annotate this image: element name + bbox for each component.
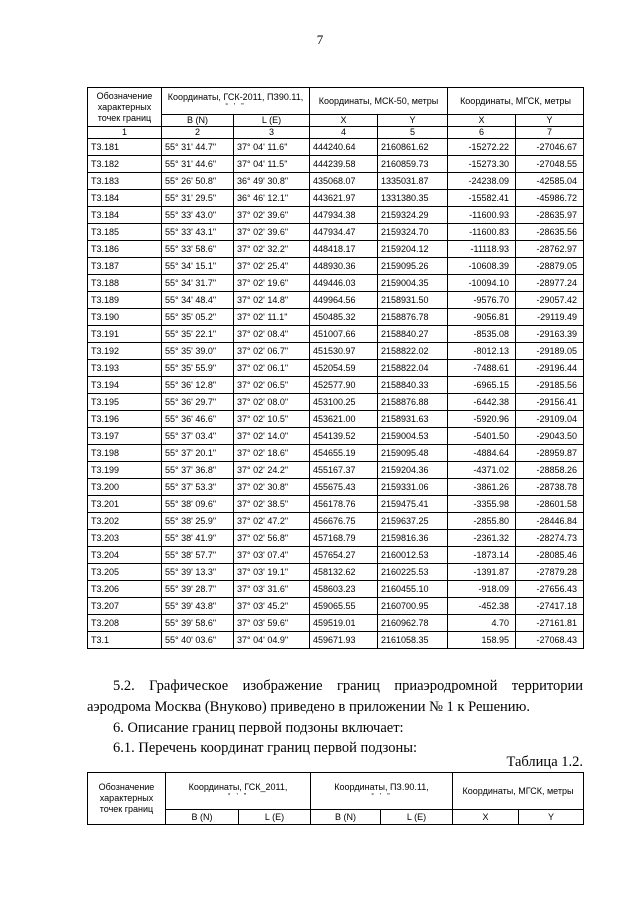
msk-y-cell: 2159204.36: [378, 462, 448, 479]
msk-y-cell: 2158840.33: [378, 377, 448, 394]
point-id-cell: Т3.186: [88, 241, 162, 258]
mgsk-y-cell: -28635.56: [516, 224, 584, 241]
column-number: 2: [162, 127, 234, 139]
longitude-cell: 37° 02' 19.6": [234, 275, 310, 292]
header-gsk-label: Координаты, ГСК-2011, ПЗ90.11,: [167, 92, 304, 102]
point-id-cell: Т3.208: [88, 615, 162, 632]
longitude-cell: 37° 03' 07.4": [234, 547, 310, 564]
mgsk-y-cell: -29156.41: [516, 394, 584, 411]
table-row: [88, 292, 584, 309]
header-col-y-msk: Y: [378, 115, 448, 127]
longitude-cell: 37° 02' 38.5": [234, 496, 310, 513]
table-row: [88, 190, 584, 207]
header-gsk-label: Координаты, ГСК_2011,: [188, 782, 288, 792]
table-row: [88, 394, 584, 411]
column-number: 4: [310, 127, 378, 139]
mgsk-x-cell: -1391.87: [448, 564, 516, 581]
mgsk-x-cell: -1873.14: [448, 547, 516, 564]
mgsk-x-cell: -5920.96: [448, 411, 516, 428]
mgsk-y-cell: -28738.78: [516, 479, 584, 496]
msk-y-cell: 2158822.02: [378, 343, 448, 360]
latitude-cell: 55° 38' 57.7": [162, 547, 234, 564]
point-id-cell: Т3.188: [88, 275, 162, 292]
table-row: [88, 530, 584, 547]
msk-x-cell: 449964.56: [310, 292, 378, 309]
point-id-cell: Т3.187: [88, 258, 162, 275]
longitude-cell: 37° 02' 11.1": [234, 309, 310, 326]
table-caption: Таблица 1.2.: [506, 754, 583, 770]
point-id-cell: Т3.181: [88, 139, 162, 156]
msk-y-cell: 2159324.70: [378, 224, 448, 241]
table-row: [88, 173, 584, 190]
paragraph-5-2-line-1: 5.2. Графическое изображение границ приаэродромной территории: [113, 678, 583, 694]
msk-x-cell: 454655.19: [310, 445, 378, 462]
table-row: [88, 496, 584, 513]
mgsk-y-cell: -29196.44: [516, 360, 584, 377]
latitude-cell: 55° 38' 41.9": [162, 530, 234, 547]
mgsk-y-cell: -28601.58: [516, 496, 584, 513]
mgsk-y-cell: -28446.84: [516, 513, 584, 530]
longitude-cell: 37° 04' 11.5": [234, 156, 310, 173]
mgsk-x-cell: 158.95: [448, 632, 516, 649]
table-row: [88, 598, 584, 615]
mgsk-y-cell: -27879.28: [516, 564, 584, 581]
longitude-cell: 37° 02' 24.2": [234, 462, 310, 479]
longitude-cell: 37° 02' 56.8": [234, 530, 310, 547]
msk-x-cell: 457654.27: [310, 547, 378, 564]
msk-y-cell: 2159816.36: [378, 530, 448, 547]
mgsk-x-cell: -3861.26: [448, 479, 516, 496]
msk-y-cell: 2159004.35: [378, 275, 448, 292]
header-designation: Обозначение характерных точек границ: [88, 773, 166, 825]
mgsk-y-cell: -29189.05: [516, 343, 584, 360]
msk-y-cell: 1331380.35: [378, 190, 448, 207]
latitude-cell: 55° 31' 29.5": [162, 190, 234, 207]
msk-x-cell: 454139.52: [310, 428, 378, 445]
mgsk-y-cell: -45986.72: [516, 190, 584, 207]
longitude-cell: 37° 04' 04.9": [234, 632, 310, 649]
mgsk-y-cell: -27048.55: [516, 156, 584, 173]
mgsk-x-cell: -11600.93: [448, 207, 516, 224]
msk-x-cell: 455167.37: [310, 462, 378, 479]
mgsk-y-cell: -28085.46: [516, 547, 584, 564]
latitude-cell: 55° 31' 44.6": [162, 156, 234, 173]
mgsk-x-cell: -918.09: [448, 581, 516, 598]
table-row: [88, 207, 584, 224]
msk-y-cell: 2158876.78: [378, 309, 448, 326]
latitude-cell: 55° 34' 31.7": [162, 275, 234, 292]
longitude-cell: 37° 02' 08.4": [234, 326, 310, 343]
longitude-cell: 37° 02' 25.4": [234, 258, 310, 275]
table-row: [88, 479, 584, 496]
longitude-cell: 37° 03' 59.6": [234, 615, 310, 632]
point-id-cell: Т3.184: [88, 190, 162, 207]
header-gsk: [162, 88, 310, 115]
msk-x-cell: 456676.75: [310, 513, 378, 530]
latitude-cell: 55° 37' 20.1": [162, 445, 234, 462]
msk-y-cell: 2159324.29: [378, 207, 448, 224]
longitude-cell: 37° 02' 14.8": [234, 292, 310, 309]
msk-x-cell: 458603.23: [310, 581, 378, 598]
longitude-cell: 37° 02' 47.2": [234, 513, 310, 530]
table-row: [88, 360, 584, 377]
longitude-cell: 37° 04' 11.6": [234, 139, 310, 156]
msk-x-cell: 453100.25: [310, 394, 378, 411]
msk-x-cell: 455675.43: [310, 479, 378, 496]
latitude-cell: 55° 39' 58.6": [162, 615, 234, 632]
coordinates-table-body: [88, 139, 584, 649]
msk-y-cell: 2159004.53: [378, 428, 448, 445]
msk-y-cell: 2158876.88: [378, 394, 448, 411]
msk-x-cell: 435068.07: [310, 173, 378, 190]
point-id-cell: Т3.197: [88, 428, 162, 445]
header-col-x-msk: X: [310, 115, 378, 127]
latitude-cell: 55° 37' 36.8": [162, 462, 234, 479]
longitude-cell: 37° 02' 18.6": [234, 445, 310, 462]
msk-x-cell: 457168.79: [310, 530, 378, 547]
header-col-x-mgsk: X: [448, 115, 516, 127]
table-row: [88, 258, 584, 275]
mgsk-x-cell: -6442.38: [448, 394, 516, 411]
latitude-cell: 55° 39' 28.7": [162, 581, 234, 598]
mgsk-x-cell: -24238.09: [448, 173, 516, 190]
longitude-cell: 37° 03' 45.2": [234, 598, 310, 615]
mgsk-y-cell: -28858.26: [516, 462, 584, 479]
column-number: 7: [516, 127, 584, 139]
latitude-cell: 55° 33' 43.0": [162, 207, 234, 224]
point-id-cell: Т3.207: [88, 598, 162, 615]
mgsk-x-cell: -7488.61: [448, 360, 516, 377]
mgsk-y-cell: -29109.04: [516, 411, 584, 428]
header-gsk-unit: ° ' ": [225, 103, 246, 110]
paragraph-6: 6. Описание границ первой подзоны включает:: [113, 720, 404, 736]
table-row: [88, 632, 584, 649]
header-col-b-gsk: B (N): [166, 810, 239, 825]
point-id-cell: Т3.195: [88, 394, 162, 411]
longitude-cell: 37° 02' 39.6": [234, 207, 310, 224]
mgsk-x-cell: -4884.64: [448, 445, 516, 462]
point-id-cell: Т3.203: [88, 530, 162, 547]
header-mgsk: Координаты, МГСК, метры: [453, 773, 584, 810]
column-number: 3: [234, 127, 310, 139]
latitude-cell: 55° 40' 03.6": [162, 632, 234, 649]
latitude-cell: 55° 34' 15.1": [162, 258, 234, 275]
table-row: [88, 224, 584, 241]
msk-x-cell: 449446.03: [310, 275, 378, 292]
latitude-cell: 55° 35' 55.9": [162, 360, 234, 377]
longitude-cell: 37° 02' 06.5": [234, 377, 310, 394]
column-number: 5: [378, 127, 448, 139]
page-number: 7: [316, 32, 324, 47]
longitude-cell: 37° 02' 06.7": [234, 343, 310, 360]
mgsk-y-cell: -27161.81: [516, 615, 584, 632]
msk-x-cell: 450485.32: [310, 309, 378, 326]
point-id-cell: Т3.190: [88, 309, 162, 326]
coordinates-table-2: [87, 772, 584, 825]
msk-x-cell: 447934.47: [310, 224, 378, 241]
msk-y-cell: 2159095.26: [378, 258, 448, 275]
mgsk-y-cell: -28635.97: [516, 207, 584, 224]
longitude-cell: 37° 02' 14.0": [234, 428, 310, 445]
mgsk-x-cell: -8012.13: [448, 343, 516, 360]
point-id-cell: Т3.199: [88, 462, 162, 479]
header-col-l: L (E): [234, 115, 310, 127]
mgsk-y-cell: -28879.05: [516, 258, 584, 275]
table-row: [88, 377, 584, 394]
latitude-cell: 55° 38' 25.9": [162, 513, 234, 530]
point-id-cell: Т3.1: [88, 632, 162, 649]
mgsk-y-cell: -28274.73: [516, 530, 584, 547]
mgsk-y-cell: -42585.04: [516, 173, 584, 190]
msk-y-cell: 1335031.87: [378, 173, 448, 190]
mgsk-x-cell: -11118.93: [448, 241, 516, 258]
point-id-cell: Т3.185: [88, 224, 162, 241]
latitude-cell: 55° 33' 58.6": [162, 241, 234, 258]
header-pz-label: Координаты, ПЗ.90.11,: [334, 782, 429, 792]
point-id-cell: Т3.194: [88, 377, 162, 394]
msk-x-cell: 453621.00: [310, 411, 378, 428]
mgsk-x-cell: -5401.50: [448, 428, 516, 445]
point-id-cell: Т3.184: [88, 207, 162, 224]
msk-x-cell: 448418.17: [310, 241, 378, 258]
mgsk-y-cell: -29163.39: [516, 326, 584, 343]
mgsk-x-cell: -3355.98: [448, 496, 516, 513]
msk-x-cell: 443621.97: [310, 190, 378, 207]
mgsk-y-cell: -27068.43: [516, 632, 584, 649]
msk-y-cell: 2158931.50: [378, 292, 448, 309]
latitude-cell: 55° 26' 50.8": [162, 173, 234, 190]
mgsk-x-cell: -2855.80: [448, 513, 516, 530]
point-id-cell: Т3.205: [88, 564, 162, 581]
table-row: [88, 156, 584, 173]
msk-x-cell: 456178.76: [310, 496, 378, 513]
point-id-cell: Т3.204: [88, 547, 162, 564]
mgsk-x-cell: -6965.15: [448, 377, 516, 394]
longitude-cell: 37° 03' 31.6": [234, 581, 310, 598]
column-number: 6: [448, 127, 516, 139]
msk-y-cell: 2158840.27: [378, 326, 448, 343]
msk-y-cell: 2159331.06: [378, 479, 448, 496]
mgsk-x-cell: -4371.02: [448, 462, 516, 479]
point-id-cell: Т3.206: [88, 581, 162, 598]
point-id-cell: Т3.189: [88, 292, 162, 309]
header-pz: [311, 773, 453, 810]
mgsk-x-cell: -11600.83: [448, 224, 516, 241]
msk-x-cell: 444240.64: [310, 139, 378, 156]
mgsk-x-cell: -10094.10: [448, 275, 516, 292]
table-row: [88, 513, 584, 530]
header-mgsk: Координаты, МГСК, метры: [448, 88, 584, 115]
latitude-cell: 55° 39' 13.3": [162, 564, 234, 581]
table-row: [88, 343, 584, 360]
table-row: [88, 462, 584, 479]
latitude-cell: 55° 36' 29.7": [162, 394, 234, 411]
msk-x-cell: 459671.93: [310, 632, 378, 649]
longitude-cell: 37° 02' 39.6": [234, 224, 310, 241]
header-col-y-mgsk: Y: [516, 115, 584, 127]
table-row: [88, 445, 584, 462]
header-col-l-gsk: L (E): [239, 810, 311, 825]
msk-x-cell: 451530.97: [310, 343, 378, 360]
table-row: [88, 428, 584, 445]
mgsk-y-cell: -27656.43: [516, 581, 584, 598]
mgsk-y-cell: -29119.49: [516, 309, 584, 326]
header-gsk: [166, 773, 311, 810]
msk-y-cell: 2160455.10: [378, 581, 448, 598]
msk-x-cell: 459065.55: [310, 598, 378, 615]
point-id-cell: Т3.193: [88, 360, 162, 377]
table-row: [88, 581, 584, 598]
msk-x-cell: 448930.36: [310, 258, 378, 275]
point-id-cell: Т3.200: [88, 479, 162, 496]
msk-x-cell: 458132.62: [310, 564, 378, 581]
latitude-cell: 55° 36' 46.6": [162, 411, 234, 428]
header-designation: Обозначение характерных точек границ: [88, 88, 162, 127]
table-row: [88, 326, 584, 343]
latitude-cell: 55° 37' 53.3": [162, 479, 234, 496]
longitude-cell: 37° 02' 32.2": [234, 241, 310, 258]
msk-y-cell: 2160859.73: [378, 156, 448, 173]
header-col-x-mgsk: X: [453, 810, 519, 825]
mgsk-y-cell: -29057.42: [516, 292, 584, 309]
mgsk-y-cell: -27417.18: [516, 598, 584, 615]
longitude-cell: 37° 02' 10.5": [234, 411, 310, 428]
mgsk-y-cell: -29043.50: [516, 428, 584, 445]
msk-y-cell: 2160012.53: [378, 547, 448, 564]
mgsk-y-cell: -28977.24: [516, 275, 584, 292]
latitude-cell: 55° 35' 39.0": [162, 343, 234, 360]
header-col-l-pz: L (E): [381, 810, 453, 825]
msk-y-cell: 2159204.12: [378, 241, 448, 258]
latitude-cell: 55° 39' 43.8": [162, 598, 234, 615]
mgsk-x-cell: -15272.22: [448, 139, 516, 156]
mgsk-x-cell: -15273.30: [448, 156, 516, 173]
msk-y-cell: 2160700.95: [378, 598, 448, 615]
msk-x-cell: 447934.38: [310, 207, 378, 224]
point-id-cell: Т3.196: [88, 411, 162, 428]
point-id-cell: Т3.183: [88, 173, 162, 190]
mgsk-x-cell: -9576.70: [448, 292, 516, 309]
header-col-b-pz: B (N): [311, 810, 381, 825]
longitude-cell: 37° 02' 30.8": [234, 479, 310, 496]
mgsk-x-cell: -8535.08: [448, 326, 516, 343]
longitude-cell: 37° 03' 19.1": [234, 564, 310, 581]
latitude-cell: 55° 35' 05.2": [162, 309, 234, 326]
table-row: [88, 275, 584, 292]
table-row: [88, 547, 584, 564]
table-row: [88, 139, 584, 156]
point-id-cell: Т3.202: [88, 513, 162, 530]
msk-y-cell: 2159475.41: [378, 496, 448, 513]
point-id-cell: Т3.198: [88, 445, 162, 462]
mgsk-x-cell: -10608.39: [448, 258, 516, 275]
header-col-y-mgsk: Y: [519, 810, 584, 825]
msk-x-cell: 459519.01: [310, 615, 378, 632]
mgsk-y-cell: -29185.56: [516, 377, 584, 394]
msk-y-cell: 2158931.63: [378, 411, 448, 428]
msk-y-cell: 2159095.48: [378, 445, 448, 462]
header-msk: Координаты, МСК-50, метры: [310, 88, 448, 115]
msk-y-cell: 2160225.53: [378, 564, 448, 581]
msk-y-cell: 2159637.25: [378, 513, 448, 530]
mgsk-x-cell: -9056.81: [448, 309, 516, 326]
msk-y-cell: 2160962.78: [378, 615, 448, 632]
point-id-cell: Т3.192: [88, 343, 162, 360]
msk-x-cell: 451007.66: [310, 326, 378, 343]
latitude-cell: 55° 37' 03.4": [162, 428, 234, 445]
paragraph-6-1: 6.1. Перечень координат границ первой подзоны:: [113, 740, 418, 756]
latitude-cell: 55° 35' 22.1": [162, 326, 234, 343]
latitude-cell: 55° 34' 48.4": [162, 292, 234, 309]
latitude-cell: 55° 36' 12.8": [162, 377, 234, 394]
msk-x-cell: 452054.59: [310, 360, 378, 377]
point-id-cell: Т3.201: [88, 496, 162, 513]
point-id-cell: Т3.191: [88, 326, 162, 343]
longitude-cell: 37° 02' 08.0": [234, 394, 310, 411]
mgsk-x-cell: -2361.32: [448, 530, 516, 547]
table-row: [88, 241, 584, 258]
longitude-cell: 37° 02' 06.1": [234, 360, 310, 377]
table-row: [88, 309, 584, 326]
coordinates-table-1: [87, 87, 584, 649]
longitude-cell: 36° 46' 12.1": [234, 190, 310, 207]
msk-y-cell: 2160861.62: [378, 139, 448, 156]
longitude-cell: 36° 49' 30.8": [234, 173, 310, 190]
mgsk-x-cell: -15582.41: [448, 190, 516, 207]
column-number: 1: [88, 127, 162, 139]
header-col-b: B (N): [162, 115, 234, 127]
point-id-cell: Т3.182: [88, 156, 162, 173]
msk-y-cell: 2158822.04: [378, 360, 448, 377]
msk-x-cell: 452577.90: [310, 377, 378, 394]
mgsk-y-cell: -28762.97: [516, 241, 584, 258]
mgsk-x-cell: -452.38: [448, 598, 516, 615]
mgsk-x-cell: 4.70: [448, 615, 516, 632]
msk-y-cell: 2161058.35: [378, 632, 448, 649]
table-row: [88, 411, 584, 428]
mgsk-y-cell: -28959.87: [516, 445, 584, 462]
paragraph-5-2-line-2: аэродрома Москва (Внуково) приведено в приложении № 1 к Решению.: [87, 699, 530, 715]
msk-x-cell: 444239.58: [310, 156, 378, 173]
latitude-cell: 55° 33' 43.1": [162, 224, 234, 241]
table-row: [88, 615, 584, 632]
table-row: [88, 564, 584, 581]
latitude-cell: 55° 31' 44.7": [162, 139, 234, 156]
latitude-cell: 55° 38' 09.6": [162, 496, 234, 513]
header-pz-unit: ° ' ": [371, 793, 392, 800]
mgsk-y-cell: -27046.67: [516, 139, 584, 156]
header-gsk-unit: ° ' ": [227, 793, 249, 800]
